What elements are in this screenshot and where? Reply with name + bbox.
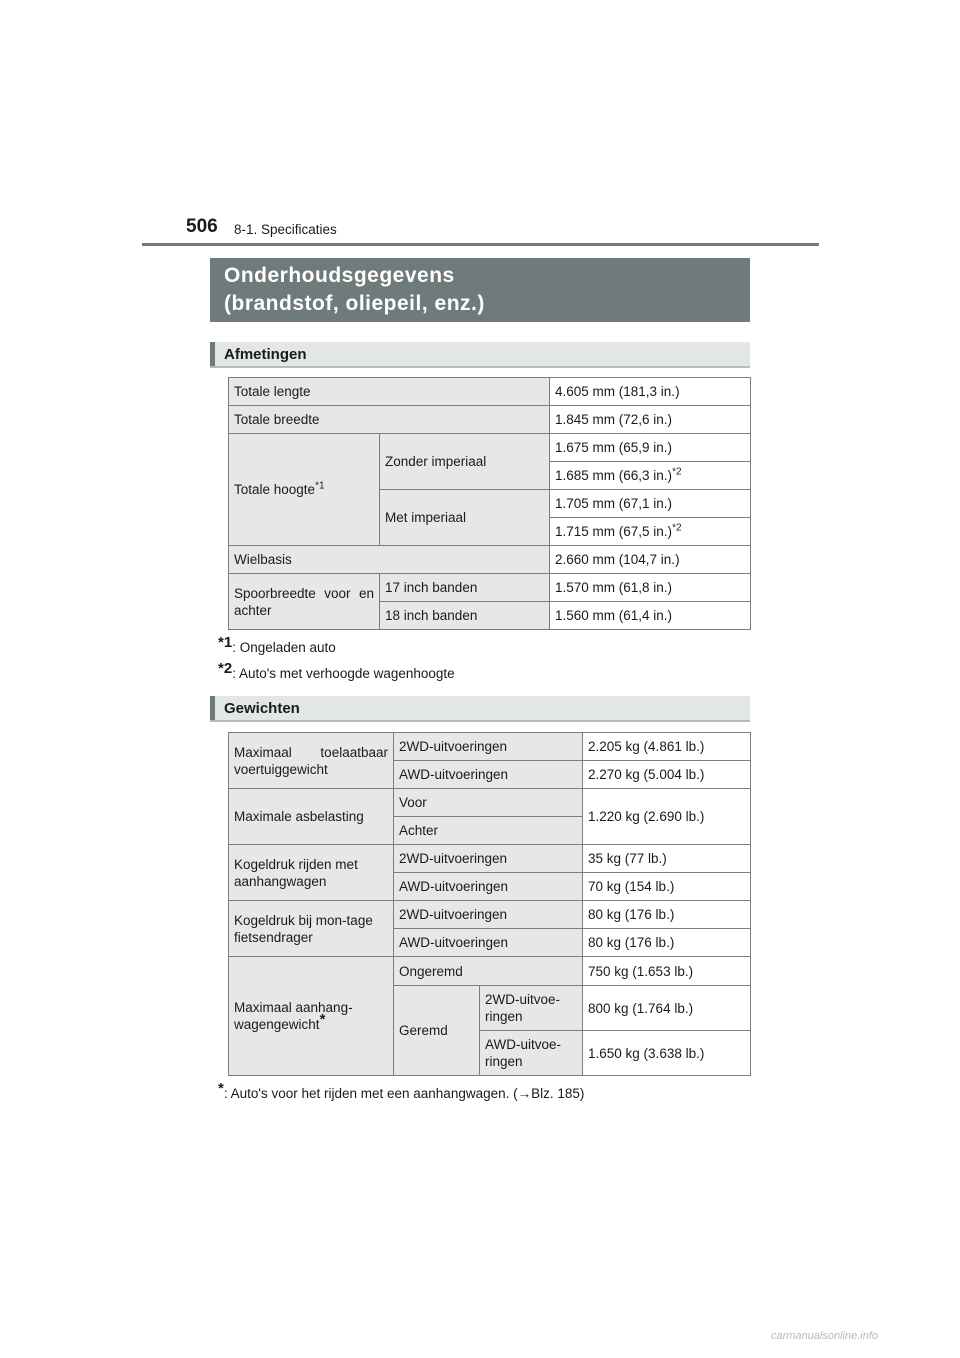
with-rack-value-2: 1.715 mm (67,5 in.) xyxy=(555,524,673,539)
table-row xyxy=(229,434,751,462)
no-rack-value-2-cell xyxy=(550,462,751,490)
table-row xyxy=(229,378,751,406)
axle-value: 1.220 kg (2.690 lb.) xyxy=(583,789,751,845)
heading-accent xyxy=(210,342,215,366)
footnote-mark: *2 xyxy=(672,522,682,534)
header-rule xyxy=(142,243,819,246)
tow-ball-2wd-label: 2WD-uitvoeringen xyxy=(394,845,583,873)
wheelbase-value: 2.660 mm (104,7 in.) xyxy=(550,546,751,574)
track-18-label: 18 inch banden xyxy=(380,602,550,630)
weights-heading-text: Gewichten xyxy=(224,700,300,717)
table-row xyxy=(229,957,751,986)
footnote-1-mark: *1 xyxy=(218,633,233,651)
dimensions-heading xyxy=(210,342,750,368)
track-17-value: 1.570 mm (61,8 in.) xyxy=(550,574,751,602)
footnote-2 xyxy=(218,659,455,681)
footnote-mark: *2 xyxy=(672,466,682,478)
weights-heading xyxy=(210,696,750,722)
dimensions-heading-text: Afmetingen xyxy=(224,346,307,363)
braked-2wd-label: 2WD-uitvoe-ringen xyxy=(480,986,583,1031)
banner-line-2: (brandstof, oliepeil, enz.) xyxy=(224,292,485,315)
table-row xyxy=(229,733,751,761)
bike-2wd-value: 80 kg (176 lb.) xyxy=(583,901,751,929)
braked-awd-value: 1.650 kg (3.638 lb.) xyxy=(583,1031,751,1076)
bike-2wd-label: 2WD-uitvoeringen xyxy=(394,901,583,929)
gvw-2wd-label: 2WD-uitvoeringen xyxy=(394,733,583,761)
total-height-cell xyxy=(229,434,380,546)
dimensions-table xyxy=(228,377,751,630)
table-row xyxy=(229,789,751,817)
trailer-cell xyxy=(229,957,394,1076)
table-row xyxy=(229,574,751,602)
wheelbase-label: Wielbasis xyxy=(229,546,550,574)
footnote-trailer-text: : Auto's voor het rijden met een aanhangwagen. (→Blz. 185) xyxy=(223,1086,585,1101)
chapter-banner xyxy=(210,258,750,322)
with-rack-label: Met imperiaal xyxy=(380,490,550,546)
track-18-value: 1.560 mm (61,4 in.) xyxy=(550,602,751,630)
footnote-2-mark: *2 xyxy=(218,659,233,677)
footnote-mark: *1 xyxy=(315,480,325,492)
bike-awd-label: AWD-uitvoeringen xyxy=(394,929,583,957)
gvw-awd-value: 2.270 kg (5.004 lb.) xyxy=(583,761,751,789)
total-length-value: 4.605 mm (181,3 in.) xyxy=(550,378,751,406)
table-row xyxy=(229,406,751,434)
total-height-label: Totale hoogte xyxy=(234,482,316,497)
section-title: 8-1. Specificaties xyxy=(234,222,337,237)
axle-label: Maximale asbelasting xyxy=(229,789,394,845)
footnote-mark: * xyxy=(319,1010,326,1028)
table-row xyxy=(229,901,751,929)
no-rack-value-1: 1.675 mm (65,9 in.) xyxy=(550,434,751,462)
bike-label: Kogeldruk bij mon-tage fietsendrager xyxy=(229,901,394,957)
with-rack-value-1: 1.705 mm (67,1 in.) xyxy=(550,490,751,518)
trailer-label: Maximaal aanhang-wagengewicht xyxy=(234,1000,353,1032)
page-number: 506 xyxy=(186,216,218,237)
no-rack-value-2: 1.685 mm (66,3 in.) xyxy=(555,468,673,483)
gvw-awd-label: AWD-uitvoeringen xyxy=(394,761,583,789)
footnote-1 xyxy=(218,633,336,655)
total-width-value: 1.845 mm (72,6 in.) xyxy=(550,406,751,434)
bike-awd-value: 80 kg (176 lb.) xyxy=(583,929,751,957)
unbraked-label: Ongeremd xyxy=(394,957,583,986)
footnote-2-text: : Auto's met verhoogde wagenhoogte xyxy=(232,666,455,681)
braked-2wd-value: 800 kg (1.764 lb.) xyxy=(583,986,751,1031)
heading-accent xyxy=(210,696,215,720)
table-row xyxy=(229,845,751,873)
total-length-label: Totale lengte xyxy=(229,378,550,406)
footnote-trailer-mark: * xyxy=(218,1079,224,1097)
watermark: carmanualsonline.info xyxy=(770,1330,878,1342)
unbraked-value: 750 kg (1.653 lb.) xyxy=(583,957,751,986)
weights-table xyxy=(228,732,751,1076)
braked-label: Geremd xyxy=(394,986,480,1076)
track-17-label: 17 inch banden xyxy=(380,574,550,602)
banner-line-1: Onderhoudsgegevens xyxy=(224,264,455,287)
axle-rear-label: Achter xyxy=(394,817,583,845)
no-rack-label: Zonder imperiaal xyxy=(380,434,550,490)
braked-awd-label: AWD-uitvoe-ringen xyxy=(480,1031,583,1076)
tow-ball-awd-label: AWD-uitvoeringen xyxy=(394,873,583,901)
total-width-label: Totale breedte xyxy=(229,406,550,434)
tow-ball-2wd-value: 35 kg (77 lb.) xyxy=(583,845,751,873)
footnote-1-text: : Ongeladen auto xyxy=(232,640,336,655)
tow-ball-awd-value: 70 kg (154 lb.) xyxy=(583,873,751,901)
gvw-label: Maximaal toelaatbaar voertuiggewicht xyxy=(229,733,394,789)
track-label: Spoorbreedte voor en achter xyxy=(229,574,380,630)
table-row xyxy=(229,546,751,574)
gvw-2wd-value: 2.205 kg (4.861 lb.) xyxy=(583,733,751,761)
footnote-trailer xyxy=(218,1079,585,1101)
with-rack-value-2-cell xyxy=(550,518,751,546)
tow-ball-label: Kogeldruk rijden met aanhangwagen xyxy=(229,845,394,901)
axle-front-label: Voor xyxy=(394,789,583,817)
